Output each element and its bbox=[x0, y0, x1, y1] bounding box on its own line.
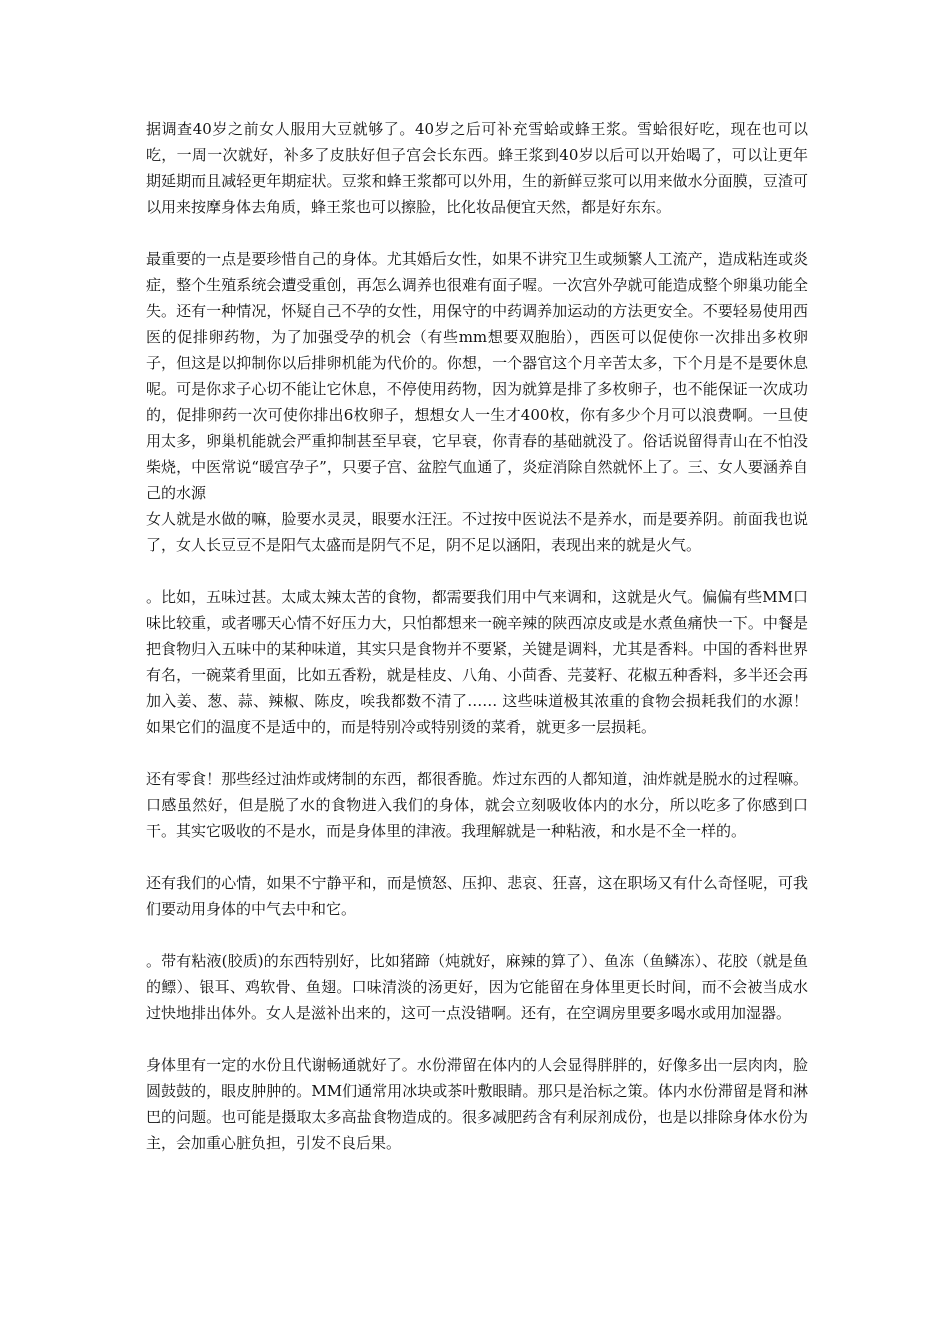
paragraph-soy-royal-jelly: 据调查40岁之前女人服用大豆就够了。40岁之后可补充雪蛤或蜂王浆。雪蛤很好吃，现在也可以吃，一周一次就好，补多了皮肤好但子宫会长东西。蜂王浆到40岁以后可以开始喝了，可以让更年期延期而且减轻更年期症状。豆浆和蜂王浆都可以外用，生的新鲜豆浆可以用来做水分面膜，豆渣可以用来按摩身体去角质，蜂王浆也可以擦脸，比化妆品便宜天然，都是好东东。 bbox=[146, 120, 808, 216]
paragraph-gelatin-foods: 。带有粘液(胶质)的东西特别好，比如猪蹄（炖就好，麻辣的算了）、鱼冻（鱼鳞冻）、花胶（就是鱼的鳔）、银耳、鸡软骨、鱼翅。口味清淡的汤更好，因为它能留在身体里更长时间，而不会被当成水过快地排出体外。女人是滋补出来的，这可一点没错啊。还有，在空调房里要多喝水或用加湿器。 bbox=[146, 952, 808, 1022]
paragraph-snacks: 还有零食！那些经过油炸或烤制的东西，都很香脆。炸过东西的人都知道，油炸就是脱水的过程嘛。口感虽然好，但是脱了水的食物进入我们的身体，就会立刻吸收体内的水分，所以吃多了你感到口干。其实它吸收的不是水，而是身体里的津液。我理解就是一种粘液，和水是不全一样的。 bbox=[146, 770, 808, 840]
paragraph-cherish-body: 最重要的一点是要珍惜自己的身体。尤其婚后女性，如果不讲究卫生或频繁人工流产，造成粘连或炎症，整个生殖系统会遭受重创，再怎么调养也很难有面子喔。一次宫外孕就可能造成整个卵巢功能全失。还有一种情况，怀疑自己不孕的女性，用保守的中药调养加运动的方法更安全。不要轻易使用西医的促排卵药物，为了加强受孕的机会（有些mm想要双胞胎），西医可以促使你一次排出多枚卵子，但这是以抑制你以后排卵机能为代价的。你想，一个器官这个月辛苦太多，下个月是不是要休息呢。可是你求子心切不能让它休息，不停使用药物，因为就算是排了多枚卵子，也不能保证一次成功的，促排卵药一次可使你排出6枚卵子，想想女人一生才400枚，你有多少个月可以浪费啊。一旦使用太多，卵巢机能就会严重抑制甚至早衰，它早衰，你青春的基础就没了。俗话说留得青山在不怕没柴烧，中医常说“暖宫孕子”，只要子宫、盆腔气血通了，炎症消除自然就怀上了。三、女人要涵养自己的水源 bbox=[146, 250, 808, 502]
paragraph-five-flavors: 。比如，五味过甚。太咸太辣太苦的食物，都需要我们用中气来调和，这就是火气。偏偏有些MM口味比较重，或者哪天心情不好压力大，只怕都想来一碗辛辣的陕西凉皮或是水煮鱼痛快一下。中餐是把食物归入五味中的某种味道，其实只是食物并不要紧，关键是调料，尤其是香料。中国的香料世界有名，一碗菜肴里面，比如五香粉，就是桂皮、八角、小茴香、芫荽籽、花椒五种香料，多半还会再加入姜、葱、蒜、辣椒、陈皮，唉我都数不清了…… 这些味道极其浓重的食物会损耗我们的水源！如果它们的温度不是适中的，而是特别冷或特别烫的菜肴，就更多一层损耗。 bbox=[146, 588, 808, 736]
document-body bbox=[146, 116, 808, 1182]
paragraph-mood: 还有我们的心情，如果不宁静平和，而是愤怒、压抑、悲哀、狂喜，这在职场又有什么奇怪呢，可我们要动用身体的中气去中和它。 bbox=[146, 874, 808, 918]
paragraph-water-retention: 身体里有一定的水份且代谢畅通就好了。水份滞留在体内的人会显得胖胖的，好像多出一层肉肉，脸圆鼓鼓的，眼皮肿肿的。MM们通常用冰块或茶叶敷眼睛。那只是治标之策。体内水份滞留是肾和淋巴的问题。也可能是摄取太多高盐食物造成的。很多减肥药含有利尿剂成份，也是以排除身体水份为主，会加重心脏负担，引发不良后果。 bbox=[146, 1056, 808, 1152]
paragraph-nourish-yin: 女人就是水做的嘛，脸要水灵灵，眼要水汪汪。不过按中医说法不是养水，而是要养阴。前面我也说了，女人长豆豆不是阳气太盛而是阴气不足，阴不足以涵阳，表现出来的就是火气。 bbox=[146, 510, 808, 554]
